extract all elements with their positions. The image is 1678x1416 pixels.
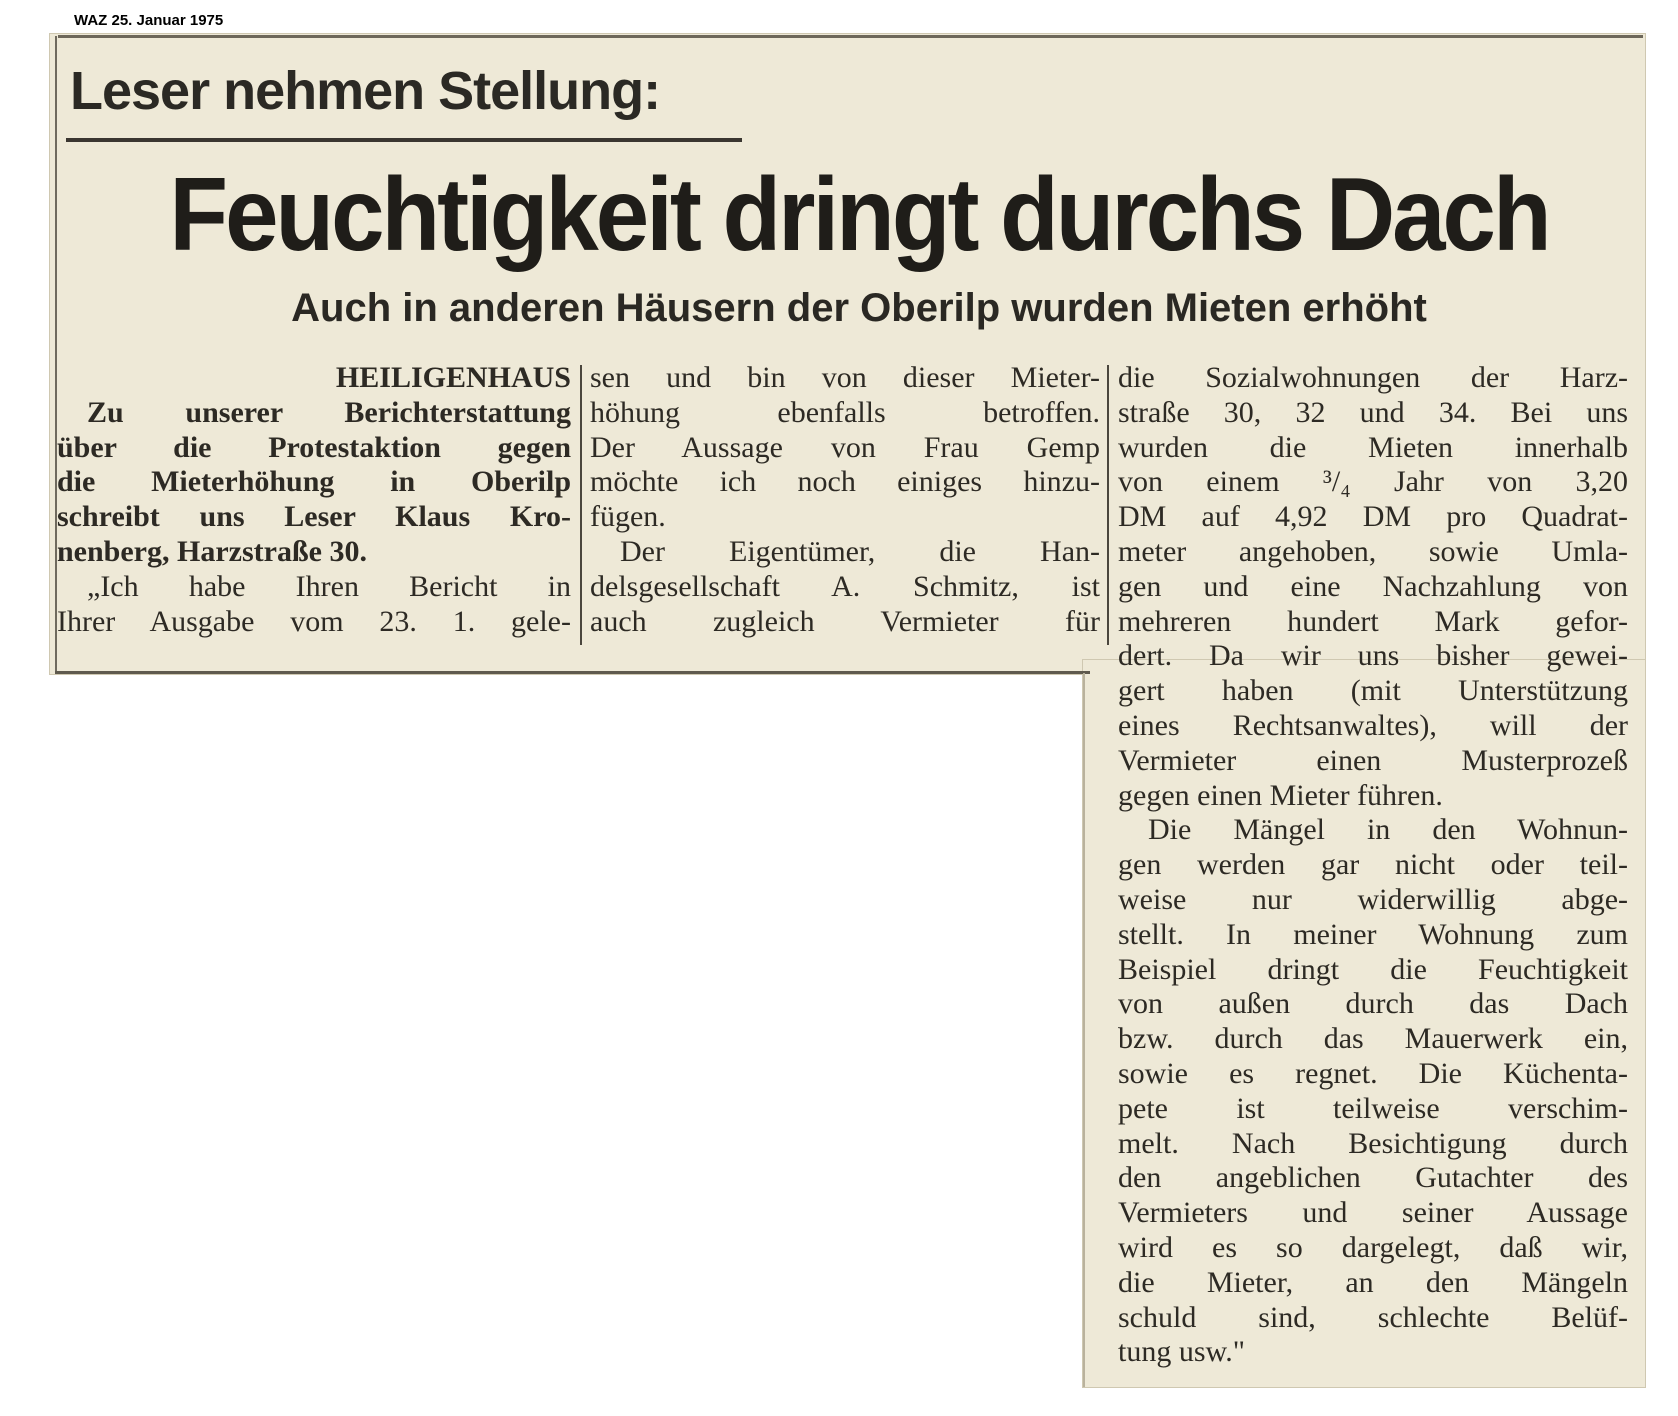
headline [0, 156, 1678, 275]
text-line: sen und bin von dieser Mieter- [590, 361, 1100, 394]
archive-caption: WAZ 25. Januar 1975 [74, 12, 224, 29]
text-line: die Sozialwohnungen der Harz- [1118, 361, 1628, 394]
text-line: „Ich habe Ihren Bericht in [87, 569, 571, 603]
text-line: fügen. [590, 500, 666, 534]
text-line: auch zugleich Vermieter für [590, 604, 1100, 638]
article-column-2 [590, 361, 1100, 639]
text-line: gen und eine Nachzahlung von [1118, 569, 1628, 603]
text-line: gen werden gar nicht oder teil- [1118, 848, 1628, 882]
clipping-edge-top [58, 35, 1643, 38]
text-line: die Mieter, an den Mängeln [1118, 1265, 1628, 1299]
text-line: Ihrer Ausgabe vom 23. 1. gele- [57, 604, 571, 638]
text-line: stellt. In meiner Wohnung zum [1118, 917, 1628, 951]
subheadline [0, 286, 1678, 331]
column-rule-1 [580, 365, 582, 645]
dateline: HEILIGENHAUS [335, 361, 571, 394]
text-line: delsgesellschaft A. Schmitz, ist [590, 569, 1100, 603]
kicker-heading: Leser nehmen Stellung: [70, 61, 661, 121]
intro-line: nenberg, Harzstraße 30. [57, 534, 367, 568]
text-line: weise nur widerwillig abge- [1118, 882, 1628, 916]
text-line: Vermieter einen Musterprozeß [1118, 743, 1628, 777]
text-line: möchte ich noch einiges hinzu- [590, 465, 1100, 499]
headline-text: Feuchtigkeit dringt durchs Dach [169, 157, 1549, 273]
text-line: wird es so dargelegt, daß wir, [1118, 1230, 1628, 1264]
text-line: gert haben (mit Unterstützung [1118, 674, 1628, 708]
text-line: Beispiel dringt die Feuchtigkeit [1118, 952, 1628, 986]
article-column-1 [57, 361, 571, 639]
text-line: melt. Nach Besichtigung durch [1118, 1126, 1628, 1160]
article-column-3 [1118, 361, 1628, 1370]
text-line: Die Mängel in den Wohnun- [1148, 813, 1628, 847]
text-line: eines Rechtsanwaltes), will der [1118, 708, 1628, 742]
intro-line: über die Protestaktion gegen [57, 430, 571, 464]
text-line: pete ist teilweise verschim- [1118, 1091, 1628, 1125]
text-line: höhung ebenfalls betroffen. [590, 395, 1100, 429]
intro-line: Zu unserer Berichterstattung [87, 395, 571, 429]
clipping-edge-bottom [55, 671, 1090, 674]
text-line: von einem ³/₄ Jahr von 3,20 [1118, 465, 1628, 499]
text-line: tung usw." [1118, 1335, 1245, 1369]
text-line: meter angehoben, sowie Umla- [1118, 534, 1628, 568]
text-line: von außen durch das Dach [1118, 987, 1628, 1021]
text-line: schuld sind, schlechte Belüf- [1118, 1300, 1628, 1334]
clipping-edge-step [1083, 673, 1085, 1387]
text-line: Vermieters und seiner Aussage [1118, 1196, 1628, 1230]
column-rule-2 [1107, 365, 1109, 645]
text-line: Der Eigentümer, die Han- [620, 534, 1100, 568]
text-line: DM auf 4,92 DM pro Quadrat- [1118, 500, 1628, 534]
subheadline-text: Auch in anderen Häusern der Oberilp wurden Mieten erhöht [291, 286, 1427, 330]
kicker-rule [66, 138, 742, 142]
text-line: den angeblichen Gutachter des [1118, 1161, 1628, 1195]
text-line: Der Aussage von Frau Gemp [590, 430, 1100, 464]
text-line: bzw. durch das Mauerwerk ein, [1118, 1022, 1628, 1056]
text-line: gegen einen Mieter führen. [1118, 778, 1443, 812]
text-line: dert. Da wir uns bisher gewei- [1118, 639, 1628, 673]
intro-line: schreibt uns Leser Klaus Kro- [57, 500, 571, 534]
text-line: mehreren hundert Mark gefor- [1118, 604, 1628, 638]
text-line: wurden die Mieten innerhalb [1118, 430, 1628, 464]
text-line: straße 30, 32 und 34. Bei uns [1118, 395, 1628, 429]
intro-line: die Mieterhöhung in Oberilp [57, 465, 571, 499]
text-line: sowie es regnet. Die Küchenta- [1118, 1056, 1628, 1090]
